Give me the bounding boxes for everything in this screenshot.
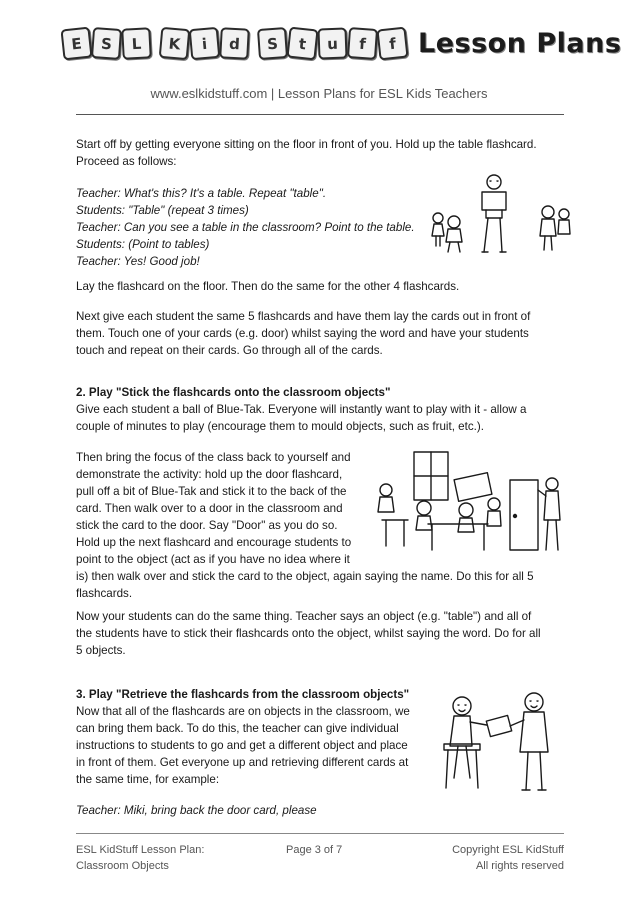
intro-paragraph bbox=[76, 136, 537, 170]
logo-tile: t bbox=[286, 26, 318, 60]
footer-copyright: Copyright ESL KidStuff bbox=[452, 844, 564, 856]
text-line: them. Touch one of your cards (e.g. door) whilst saying the word and have your students bbox=[76, 327, 529, 340]
logo-tile: L bbox=[121, 27, 152, 59]
text-line: Proceed as follows: bbox=[76, 155, 177, 168]
text-line: stick the card to the door. Say "Door" as you do so. bbox=[76, 519, 338, 532]
text-line: Now your students can do the same thing. Teacher says an object (e.g. "table") and all of bbox=[76, 610, 532, 623]
classroom-illustration bbox=[370, 450, 564, 558]
text-line: Hold up the next flashcard and encourage students to bbox=[76, 536, 352, 549]
text-line: pull off a bit of Blue-Tak and stick it to the back of the bbox=[76, 485, 347, 498]
section-3-text bbox=[76, 703, 410, 788]
text-line: Then bring the focus of the class back to yourself and bbox=[76, 451, 351, 464]
footer-right bbox=[420, 842, 564, 874]
text-line: card. Then walk over to a door in the classroom and bbox=[76, 502, 343, 515]
text-line: flashcards. bbox=[76, 587, 133, 600]
footer-plan-name: Classroom Objects bbox=[76, 860, 169, 872]
text-line: 5 objects. bbox=[76, 644, 126, 657]
text-line: point to the object (act as if you have no idea where it bbox=[76, 553, 350, 566]
logo-tile: E bbox=[60, 26, 92, 60]
lay-paragraph bbox=[76, 278, 459, 295]
text-line: the same time, for example: bbox=[76, 773, 220, 786]
dialogue-line: Students: (Point to tables) bbox=[76, 238, 210, 251]
text-line: Start off by getting everyone sitting on the floor in front of you. Hold up the table flashcard. bbox=[76, 138, 537, 151]
section-3-heading: 3. Play "Retrieve the flashcards from the classroom objects" bbox=[76, 688, 410, 701]
text-line: can bring them back. To do this, the teacher can give individual bbox=[76, 722, 399, 735]
section-2-intro bbox=[76, 401, 526, 435]
dialogue-block bbox=[76, 185, 415, 270]
section-2-heading: 2. Play "Stick the flashcards onto the classroom objects" bbox=[76, 386, 391, 399]
next-paragraph bbox=[76, 308, 530, 359]
text-line: touch and repeat on their cards. Go through all of the cards. bbox=[76, 344, 383, 357]
logo-tiles bbox=[62, 28, 408, 59]
text-line: demonstrate the activity: hold up the door flashcard, bbox=[76, 468, 343, 481]
dialogue-line: Teacher: What's this? It's a table. Repeat "table". bbox=[76, 187, 327, 200]
footer-divider bbox=[76, 833, 564, 834]
logo-tile: f bbox=[347, 27, 378, 60]
dialogue-line: Teacher: Yes! Good job! bbox=[76, 255, 200, 268]
text-line: the students have to stick their flashcards onto the object, whilst saying the word. Do for all bbox=[76, 627, 541, 640]
footer-left bbox=[76, 842, 204, 874]
section-3-dialogue: Teacher: Miki, bring back the door card, please bbox=[76, 804, 317, 817]
text-line: Lay the flashcard on the floor. Then do the same for the other 4 flashcards. bbox=[76, 280, 460, 293]
header-title: Lesson Plans bbox=[418, 27, 622, 59]
header-divider bbox=[76, 114, 564, 115]
logo-tile: i bbox=[189, 26, 221, 59]
footer-page-number: Page 3 of 7 bbox=[286, 844, 343, 856]
text-line: Next give each student the same 5 flashcards and have them lay the cards out in front of bbox=[76, 310, 531, 323]
section-2-now bbox=[76, 608, 541, 659]
dialogue-line: Students: "Table" (repeat 3 times) bbox=[76, 204, 249, 217]
footer-rights: All rights reserved bbox=[475, 860, 564, 872]
logo-tile: d bbox=[219, 27, 250, 59]
students-with-card-illustration bbox=[430, 688, 564, 796]
footer-plan-label: ESL KidStuff Lesson Plan: bbox=[76, 844, 205, 856]
logo-tile: S bbox=[257, 27, 288, 60]
text-line: Now that all of the flashcards are on objects in the classroom, we bbox=[76, 705, 410, 718]
text-line: couple of minutes to play (encourage them to mould objects, such as fruit, etc.). bbox=[76, 420, 484, 433]
teacher-with-children-illustration bbox=[424, 170, 574, 260]
logo-tile: K bbox=[159, 26, 191, 59]
logo-tile: S bbox=[91, 27, 122, 60]
header-subtitle: www.eslkidstuff.com | Lesson Plans for ESL Kids Teachers bbox=[150, 86, 488, 101]
header-logo bbox=[62, 18, 621, 68]
text-line: in front of them. Get everyone up and retrieving different cards at bbox=[76, 756, 409, 769]
text-line: Give each student a ball of Blue-Tak. Everyone will instantly want to play with it - allow a bbox=[76, 403, 527, 416]
dialogue-line: Teacher: Can you see a table in the classroom? Point to the table. bbox=[76, 221, 415, 234]
logo-tile: u bbox=[317, 27, 347, 59]
logo-tile: f bbox=[376, 26, 408, 60]
text-line: is) then walk over and stick the card to the object, again saying the name. Do this for all 5 bbox=[76, 570, 534, 583]
text-line: instructions to students to go and get a different object and place bbox=[76, 739, 408, 752]
